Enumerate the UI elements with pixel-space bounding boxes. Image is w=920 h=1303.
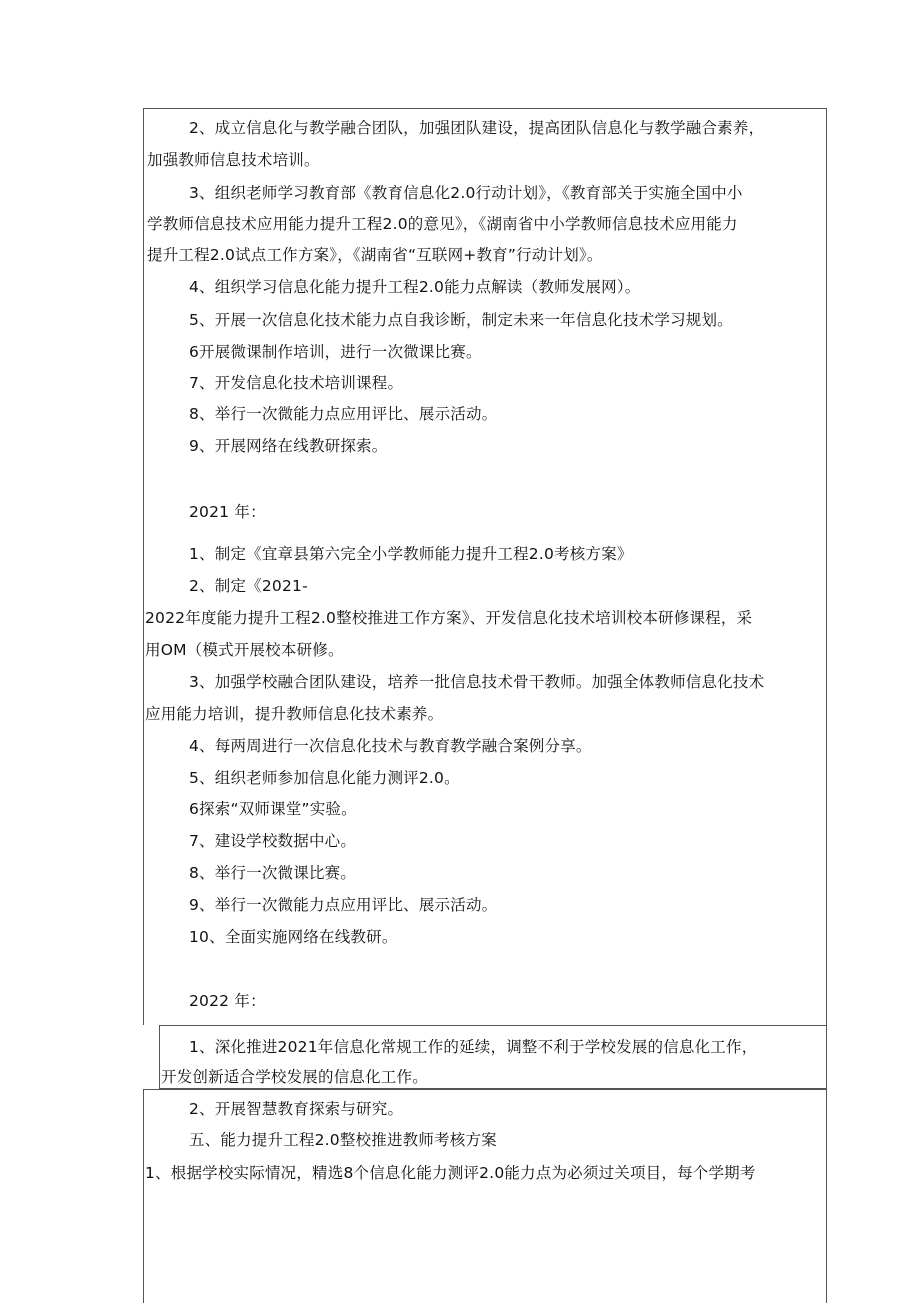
paragraph-line: 2022年度能力提升工程2.0整校推进工作方案》、开发信息化技术培训校本研修课程，采 <box>145 609 753 627</box>
paragraph-line: 8、举行一次微课比赛。 <box>189 864 357 882</box>
paragraph-line: 3、加强学校融合团队建设，培养一批信息技术骨干教师。加强全体教师信息化技术 <box>189 673 765 691</box>
paragraph-line: 8、举行一次微能力点应用评比、展示活动。 <box>189 405 498 423</box>
paragraph-line: 4、组织学习信息化能力提升工程2.0能力点解读（教师发展网）。 <box>189 278 641 296</box>
paragraph-line: 开发创新适合学校发展的信息化工作。 <box>161 1068 428 1086</box>
paragraph-line: 9、开展网络在线教研探索。 <box>189 437 388 455</box>
paragraph-line: 6探索“双师课堂”实验。 <box>189 800 357 818</box>
paragraph-line: 用OM（模式开展校本研修。 <box>145 641 344 659</box>
paragraph-line: 5、开展一次信息化技术能力点自我诊断，制定未来一年信息化技术学习规划。 <box>189 311 733 329</box>
paragraph-line: 7、建设学校数据中心。 <box>189 832 357 850</box>
paragraph-line: 7、开发信息化技术培训课程。 <box>189 374 404 392</box>
paragraph-line: 10、全面实施网络在线教研。 <box>189 928 398 946</box>
year-heading-2022: 2022 年： <box>189 992 266 1010</box>
paragraph-line: 1、制定《宜章县第六完全小学教师能力提升工程2.0考核方案》 <box>189 545 633 563</box>
paragraph-line: 5、组织老师参加信息化能力测评2.0。 <box>189 769 460 787</box>
paragraph-line: 提升工程2.0试点工作方案》，《湖南省“互联网+教育”行动计划》。 <box>147 246 603 264</box>
paragraph-line: 加强教师信息技术培训。 <box>147 151 320 169</box>
paragraph-line: 1、根据学校实际情况，精选8个信息化能力测评2.0能力点为必须过关项目，每个学期考 <box>145 1164 756 1182</box>
paragraph-line: 1、深化推进2021年信息化常规工作的延续，调整不利于学校发展的信息化工作， <box>189 1038 758 1056</box>
plan-table-cell-assessment <box>143 1089 827 1303</box>
paragraph-line: 9、举行一次微能力点应用评比、展示活动。 <box>189 896 498 914</box>
paragraph-line: 应用能力培训，提升教师信息化技术素养。 <box>145 705 444 723</box>
section-heading: 五、能力提升工程2.0整校推进教师考核方案 <box>189 1131 497 1149</box>
paragraph-line: 4、每两周进行一次信息化技术与教育教学融合案例分享。 <box>189 737 592 755</box>
paragraph-line: 6开展微课制作培训，进行一次微课比赛。 <box>189 343 482 361</box>
paragraph-line: 2、成立信息化与教学融合团队，加强团队建设，提高团队信息化与教学融合素养， <box>189 119 765 137</box>
paragraph-line: 学教师信息技术应用能力提升工程2.0的意见》，《湖南省中小学教师信息技术应用能力 <box>147 215 738 233</box>
paragraph-line: 2、制定《2021- <box>189 577 308 595</box>
paragraph-line: 2、开展智慧教育探索与研究。 <box>189 1100 404 1118</box>
paragraph-line: 3、组织老师学习教育部《教育信息化2.0行动计划》，《教育部关于实施全国中小 <box>189 184 743 202</box>
year-heading-2021: 2021 年： <box>189 503 266 521</box>
